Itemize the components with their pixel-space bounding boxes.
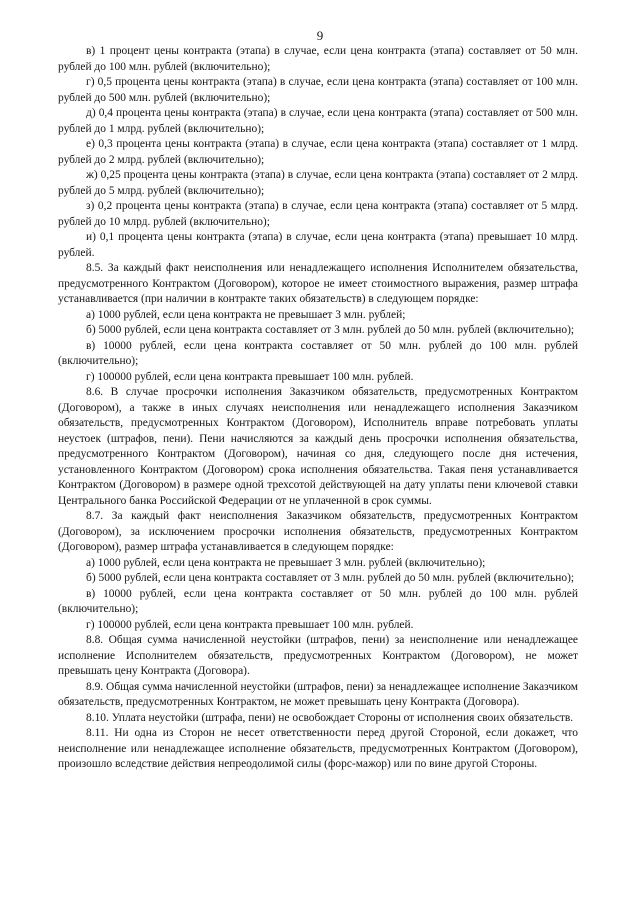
clause-8-11: 8.11. Ни одна из Сторон не несет ответственности перед другой Стороной, если докажет, что неисполнение или ненадлежащее исполнение обязательств, предусмотренных Контрактом (Договором), произошло вследствие действия непреодолимой силы (форс-мажор) или по вине другой Стороны. [58, 727, 578, 770]
clause-8-4-v: в) 1 процент цены контракта (этапа) в случае, если цена контракта (этапа) составляет от 50 млн. рублей до 100 млн. рублей (включительно); [58, 45, 578, 73]
clause-8-7: 8.7. За каждый факт неисполнения Заказчиком обязательств, предусмотренных Контрактом (Договором), за исключением просрочки исполнения обязательств, предусмотренных Контрактом (Договором), размер штрафа устанавливается в следующем порядке: [58, 510, 578, 553]
clause-8-4-e: е) 0,3 процента цены контракта (этапа) в случае, если цена контракта (этапа) составляет от 1 млрд. рублей до 2 млрд. рублей (включительно); [58, 138, 578, 166]
clause-8-8: 8.8. Общая сумма начисленной неустойки (штрафов, пени) за неисполнение или ненадлежащее исполнение Исполнителем обязательств, предусмотренных Контрактом (Договором), не может превышать цену Контракта (Договора). [58, 634, 578, 677]
clause-8-4-z: з) 0,2 процента цены контракта (этапа) в случае, если цена контракта (этапа) составляет от 5 млрд. рублей до 10 млрд. рублей (включительно); [58, 200, 578, 228]
clause-8-7-g: г) 100000 рублей, если цена контракта превышает 100 млн. рублей. [86, 618, 414, 631]
clause-8-5-a: а) 1000 рублей, если цена контракта не превышает 3 млн. рублей; [86, 308, 406, 321]
clause-8-4-zh: ж) 0,25 процента цены контракта (этапа) в случае, если цена контракта (этапа) составляет от 2 млрд. рублей до 5 млрд. рублей (включительно); [58, 169, 578, 197]
document-body [58, 44, 578, 773]
clause-8-7-a: а) 1000 рублей, если цена контракта не превышает 3 млн. рублей (включительно); [86, 556, 486, 569]
clause-8-9: 8.9. Общая сумма начисленной неустойки (штрафов, пени) за ненадлежащее исполнение Заказчиком обязательств, предусмотренных Контрактом, не может превышать цену Контракта (Договора). [58, 680, 578, 708]
clause-8-5-g: г) 100000 рублей, если цена контракта превышает 100 млн. рублей. [86, 370, 414, 383]
clause-8-5-v: в) 10000 рублей, если цена контракта составляет от 50 млн. рублей до 100 млн. рублей (включительно); [58, 339, 578, 367]
clause-8-4-d: д) 0,4 процента цены контракта (этапа) в случае, если цена контракта (этапа) составляет от 500 млн. рублей до 1 млрд. рублей (включительно); [58, 107, 578, 135]
clause-8-5: 8.5. За каждый факт неисполнения или ненадлежащего исполнения Исполнителем обязательства, предусмотренного Контрактом (Договором), которое не имеет стоимостного выражения, размер штрафа устанавливается (при наличии в контракте таких обязательств) в следующем порядке: [58, 262, 578, 305]
clause-8-4-i: и) 0,1 процента цены контракта (этапа) в случае, если цена контракта (этапа) превышает 10 млрд. рублей. [58, 231, 578, 259]
clause-8-7-v: в) 10000 рублей, если цена контракта составляет от 50 млн. рублей до 100 млн. рублей (включительно); [58, 587, 578, 615]
clause-8-6: 8.6. В случае просрочки исполнения Заказчиком обязательств, предусмотренных Контрактом (Договором), а также в иных случаях неисполнения или ненадлежащего исполнения Заказчиком обязательств, предусмотренных Контрактом (Договором), Исполнитель вправе потребовать уплаты неустоек (штрафов, пени). Пени начисляются за каждый день просрочки исполнения обязательства, предусмотренного Контрактом (Договором), начиная со дня, следующего после дня истечения, установленного Контрактом (Договором) срока исполнения обязательства. Такая пеня устанавливается Контрактом (Договором) в размере одной трехсотой действующей на дату уплаты пени ключевой ставки Центрального банка Российской Федерации от не уплаченной в срок суммы. [58, 386, 578, 507]
clause-8-4-g: г) 0,5 процента цены контракта (этапа) в случае, если цена контракта (этапа) составляет от 100 млн. рублей до 500 млн. рублей (включительно); [58, 76, 578, 104]
clause-8-5-b: б) 5000 рублей, если цена контракта составляет от 3 млн. рублей до 50 млн. рублей (включительно); [86, 324, 575, 336]
clause-8-7-b: б) 5000 рублей, если цена контракта составляет от 3 млн. рублей до 50 млн. рублей (включительно); [86, 572, 575, 584]
clause-8-10: 8.10. Уплата неустойки (штрафа, пени) не освобождает Стороны от исполнения своих обязательств. [86, 711, 574, 724]
page-number: 9 [316, 28, 324, 43]
